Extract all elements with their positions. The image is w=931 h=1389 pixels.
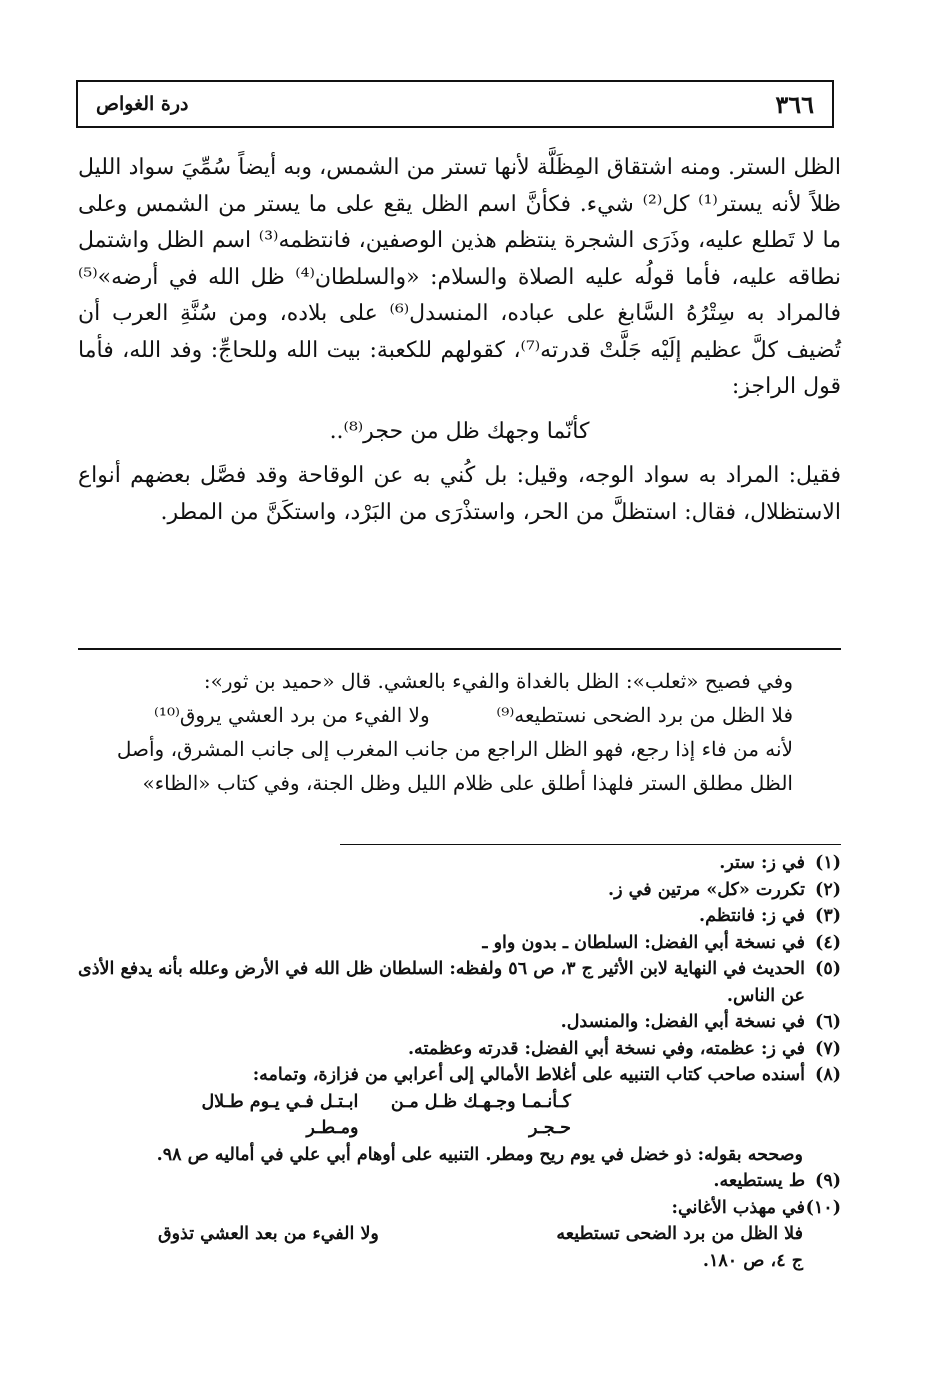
- footnote-continuation: وصححه بقوله: ذو خضل في يوم ريح ومطر. التنبيه على أوهام أبي علي في أماليه ص ٩٨.: [156, 1144, 803, 1165]
- footnote-number: (٦): [815, 1012, 841, 1032]
- footnote-text: في ز: ستر.: [719, 853, 805, 873]
- paragraph-2: فقيل: المراد به سواد الوجه، وقيل: بل كُني به عن الوقاحة وقد فصَّل بعضهم أنواع الاستظلال، فقال: استظلَّ من الحر، واستذْرَى من البَرْد، واستكَنَّ من المطر.: [78, 463, 841, 525]
- footnote: [78, 903, 841, 930]
- section-divider: [78, 648, 841, 650]
- verse-line: كأنّما وجهك ظل من حجر⁽⁸⁾..: [329, 418, 590, 444]
- footnote-text: في ز: عظمته، وفي نسخة أبي الفضل: قدرته وعظمته.: [407, 1038, 805, 1059]
- footnote-divider: [340, 844, 841, 845]
- book-title: درة الغواص: [96, 93, 189, 115]
- verse-right-hemistich: فلا الظل من برد الضحى نستطيعه⁽⁹⁾: [496, 703, 793, 727]
- verse-left-hemistich: ابـتـل فـي يـوم طـلال ومـطـر: [201, 1091, 359, 1138]
- footnote: [78, 1195, 841, 1222]
- verse-right-hemistich: فلا الظل من برد الضحى تستطيعه: [556, 1224, 803, 1244]
- footnote-number: (٧): [815, 1038, 841, 1059]
- footnote-text: في ز: فانتظم.: [699, 906, 805, 926]
- footnote: [78, 1009, 841, 1036]
- page-header: [76, 80, 834, 128]
- paragraph-1: الظل الستر. ومنه اشتقاق المِظَلَّة لأنها تستر من الشمس، وبه أيضاً سُمِّيَ سواد الليل ظلاً لأنه يستر⁽¹⁾ كل⁽²⁾ شيء. فكأنَّ اسم الظل يقع على ما يستر من الشمس وعلى ما لا تَطلع عليه، وذَرَى الشجرة ينتظم هذين الوصفين، فانتظمه⁽³⁾ اسم الظل واشتمل نطاقه عليه، فأما قولُه عليه الصلاة والسلام: «والسلطان⁽⁴⁾ ظل الله في أرضه»⁽⁵⁾ فالمراد به سِتْرُهُ السَّابغ على عباده، المنسدل⁽⁶⁾ على بلاده، ومن سُنَّةِ العرب أن تُضيف كلَّ عظيم إلَيْه جَلَّتْ قدرته⁽⁷⁾، كقولهم للكعبة: بيت الله وللحاجِّ: وفد الله، فأما قول الراجز:: [78, 155, 842, 399]
- secondary-text: [78, 664, 841, 800]
- footnote: [78, 850, 841, 877]
- footnote-text: الحديث في النهاية لابن الأثير ج ٣، ص ٥٦ ولفظه: السلطان ظل الله في الأرض وعلله بأنه يدفع الأذى عن الناس.: [78, 959, 805, 1006]
- footnote-number: (٨): [815, 1065, 841, 1085]
- footnote-continuation: ج ٤، ص ١٨٠.: [702, 1250, 803, 1271]
- footnote: [78, 877, 841, 904]
- footnote-text: أسنده صاحب كتاب التنبيه على أغلاط الأمالي إلى أعرابي من فزازة، وتمامه:: [252, 1065, 805, 1085]
- footnote-text: في مهذب الأغاني:: [671, 1197, 805, 1218]
- footnote-text: تكررت «كل» مرتين في ز.: [608, 879, 805, 900]
- footnote-number: (٥): [815, 959, 841, 979]
- verse-left-hemistich: ولا الفيء من بعد العشي تذوق: [158, 1224, 379, 1244]
- footnote: [78, 930, 841, 957]
- footnote-number: (٩): [815, 1171, 841, 1191]
- main-text: [78, 150, 841, 531]
- footnote: [78, 1168, 841, 1195]
- footnote: [78, 1036, 841, 1063]
- explanation-line: لأنه من فاء إذا رجع، فهو الظل الراجع من جانب المغرب إلى جانب المشرق، وأصل الظل مطلق الستر فلهذا أطلق على ظلام الليل وظل الجنة، وفي كتاب «الظاء»: [116, 737, 793, 795]
- footnote-number: (١): [815, 853, 841, 873]
- footnote-number: (٤): [815, 932, 841, 953]
- footnote-number: (٢): [815, 879, 841, 900]
- footnote: [78, 956, 841, 1009]
- footnote-verse: [78, 1221, 841, 1248]
- footnote-text: في نسخة أبي الفضل: والمنسدل.: [560, 1012, 805, 1032]
- footnotes: [78, 850, 841, 1274]
- footnote-text: في نسخة أبي الفضل: السلطان ـ بدون واو ـ: [482, 932, 805, 953]
- page-number: ٣٦٦: [775, 89, 814, 119]
- fasih-line: وفي فصيح «ثعلب»: الظل بالغداة والفيء بالعشي. قال «حميد بن ثور»:: [203, 669, 793, 693]
- verse-right-hemistich: كـأنـمـا وجـهـك ظـل مـن حـجـر: [390, 1091, 571, 1138]
- verse-pair: [78, 698, 841, 732]
- footnote-number: (٣): [815, 906, 841, 926]
- footnote: [78, 1062, 841, 1089]
- footnote-text: ط يستطيعه.: [713, 1171, 805, 1191]
- footnote-verse: [78, 1089, 841, 1142]
- verse-left-hemistich: ولا الفيء من برد العشي يروق⁽¹⁰⁾: [154, 703, 430, 727]
- footnote-number: (١٠): [805, 1197, 841, 1218]
